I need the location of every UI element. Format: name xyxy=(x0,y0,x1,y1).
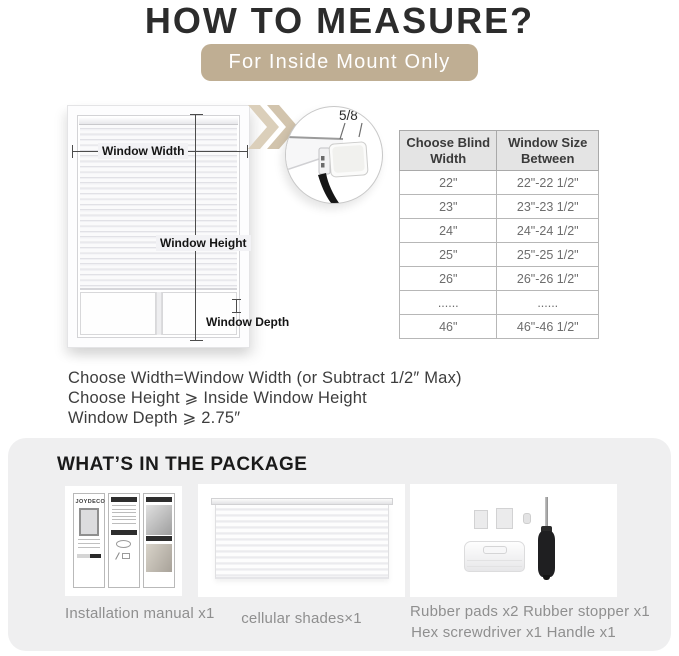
screwdriver-handle-icon xyxy=(538,531,555,577)
manual-window-thumb xyxy=(79,508,99,536)
cell-window-size: 22"-22 1/2" xyxy=(497,171,599,195)
depth-label: Window Depth xyxy=(206,315,290,329)
shade-pleats-graphic xyxy=(215,505,389,579)
package-item-manual-image xyxy=(65,486,182,596)
bracket-depth-value: 5/8" xyxy=(339,108,363,123)
manual-footer-bar xyxy=(77,554,101,558)
rubber-stopper-icon xyxy=(523,513,531,524)
cell-blind-width: 26" xyxy=(400,267,497,291)
brand-logo: JOYDECO xyxy=(75,499,106,505)
screwdriver-tip-icon xyxy=(543,575,550,580)
package-item-manual-caption xyxy=(65,603,215,624)
table-row xyxy=(400,267,599,291)
table-row xyxy=(400,219,599,243)
manual-step-photo xyxy=(146,544,172,572)
manual-text-line xyxy=(112,523,136,524)
mount-type-badge: For Inside Mount Only xyxy=(201,44,479,81)
cell-window-size: 46"-46 1/2" xyxy=(497,315,599,339)
bracket-detail-icon xyxy=(286,107,382,203)
width-label: Window Width xyxy=(98,143,188,159)
table-row xyxy=(400,291,599,315)
table-row xyxy=(400,171,599,195)
cell-window-size: 26"-26 1/2" xyxy=(497,267,599,291)
bracket-icon xyxy=(122,553,130,559)
package-title: WHAT’S IN THE PACKAGE xyxy=(57,454,308,475)
manual-text-line xyxy=(112,512,136,513)
manual-panel-cover xyxy=(73,493,105,588)
height-label: Window Height xyxy=(156,235,251,251)
manual-text-line xyxy=(112,509,136,510)
cell-blind-width: 24" xyxy=(400,219,497,243)
manual-text-line xyxy=(78,543,100,544)
cell-window-size: 24"-24 1/2" xyxy=(497,219,599,243)
manual-text-line xyxy=(78,547,100,548)
caption-line: Rubber pads x2 Rubber stopper x1 xyxy=(410,603,650,620)
cell-blind-width: 25" xyxy=(400,243,497,267)
package-item-tools-caption xyxy=(410,601,650,643)
screw-icon xyxy=(115,552,120,560)
cell-window-size: 23"-23 1/2" xyxy=(497,195,599,219)
caption-line: Hex screwdriver x1 Handle x1 xyxy=(411,624,616,641)
hardware-oval-icon xyxy=(116,540,131,548)
note-height: Choose Height ⩾ Inside Window Height xyxy=(68,389,367,407)
rubber-pad-icon xyxy=(496,508,513,529)
cell-window-size: ...... xyxy=(497,291,599,315)
table-row xyxy=(400,315,599,339)
window-pane-left xyxy=(80,292,156,335)
cell-blind-width: 23" xyxy=(400,195,497,219)
cell-blind-width: 22" xyxy=(400,171,497,195)
cell-window-size: 25"-25 1/2" xyxy=(497,243,599,267)
manual-section-bar xyxy=(146,497,172,502)
manual-text-line xyxy=(112,516,136,517)
note-depth: Window Depth ⩾ 2.75″ xyxy=(68,409,241,427)
page-title: HOW TO MEASURE? xyxy=(144,0,535,41)
shade-headrail-graphic xyxy=(211,498,393,505)
caption-line: cellular shades×1 xyxy=(241,610,362,627)
measure-notes xyxy=(68,368,462,428)
rubber-pad-icon xyxy=(474,510,488,529)
manual-panel-right xyxy=(143,493,175,588)
manual-section-bar xyxy=(111,497,137,502)
caption-line: Installation manual x1 xyxy=(65,605,215,622)
screwdriver-shaft-icon xyxy=(545,497,548,528)
note-width: Choose Width=Window Width (or Subtract 1/2″ Max) xyxy=(68,369,462,387)
manual-step-photo xyxy=(146,505,172,535)
size-table-header-blind-width: Choose Blind Width xyxy=(400,131,497,171)
size-table-header-window-size: Window Size Between xyxy=(497,131,599,171)
depth-measure-marker xyxy=(232,299,241,313)
manual-section-bar xyxy=(146,536,172,541)
table-row xyxy=(400,243,599,267)
cell-blind-width: 46" xyxy=(400,315,497,339)
cell-blind-width: ...... xyxy=(400,291,497,315)
manual-panel-middle xyxy=(108,493,140,588)
size-table xyxy=(399,130,599,339)
table-row xyxy=(400,195,599,219)
package-item-tools-image xyxy=(410,484,617,597)
shade-headrail xyxy=(79,117,238,125)
window-illustration xyxy=(67,105,250,348)
package-item-shades-caption xyxy=(198,608,405,629)
manual-trifold-graphic xyxy=(65,486,182,588)
package-section xyxy=(8,438,671,651)
tools-graphic xyxy=(410,484,617,597)
handle-icon xyxy=(464,541,525,572)
package-item-shades-image xyxy=(198,484,405,597)
bracket-detail-callout xyxy=(285,106,383,204)
manual-text-line xyxy=(78,539,100,540)
hardware-mini-icons xyxy=(111,552,137,560)
width-measure-line xyxy=(72,144,248,158)
manual-section-bar xyxy=(111,530,137,535)
height-measure-line xyxy=(160,114,247,341)
manual-text-line xyxy=(112,519,136,520)
manual-text-line xyxy=(112,505,136,506)
